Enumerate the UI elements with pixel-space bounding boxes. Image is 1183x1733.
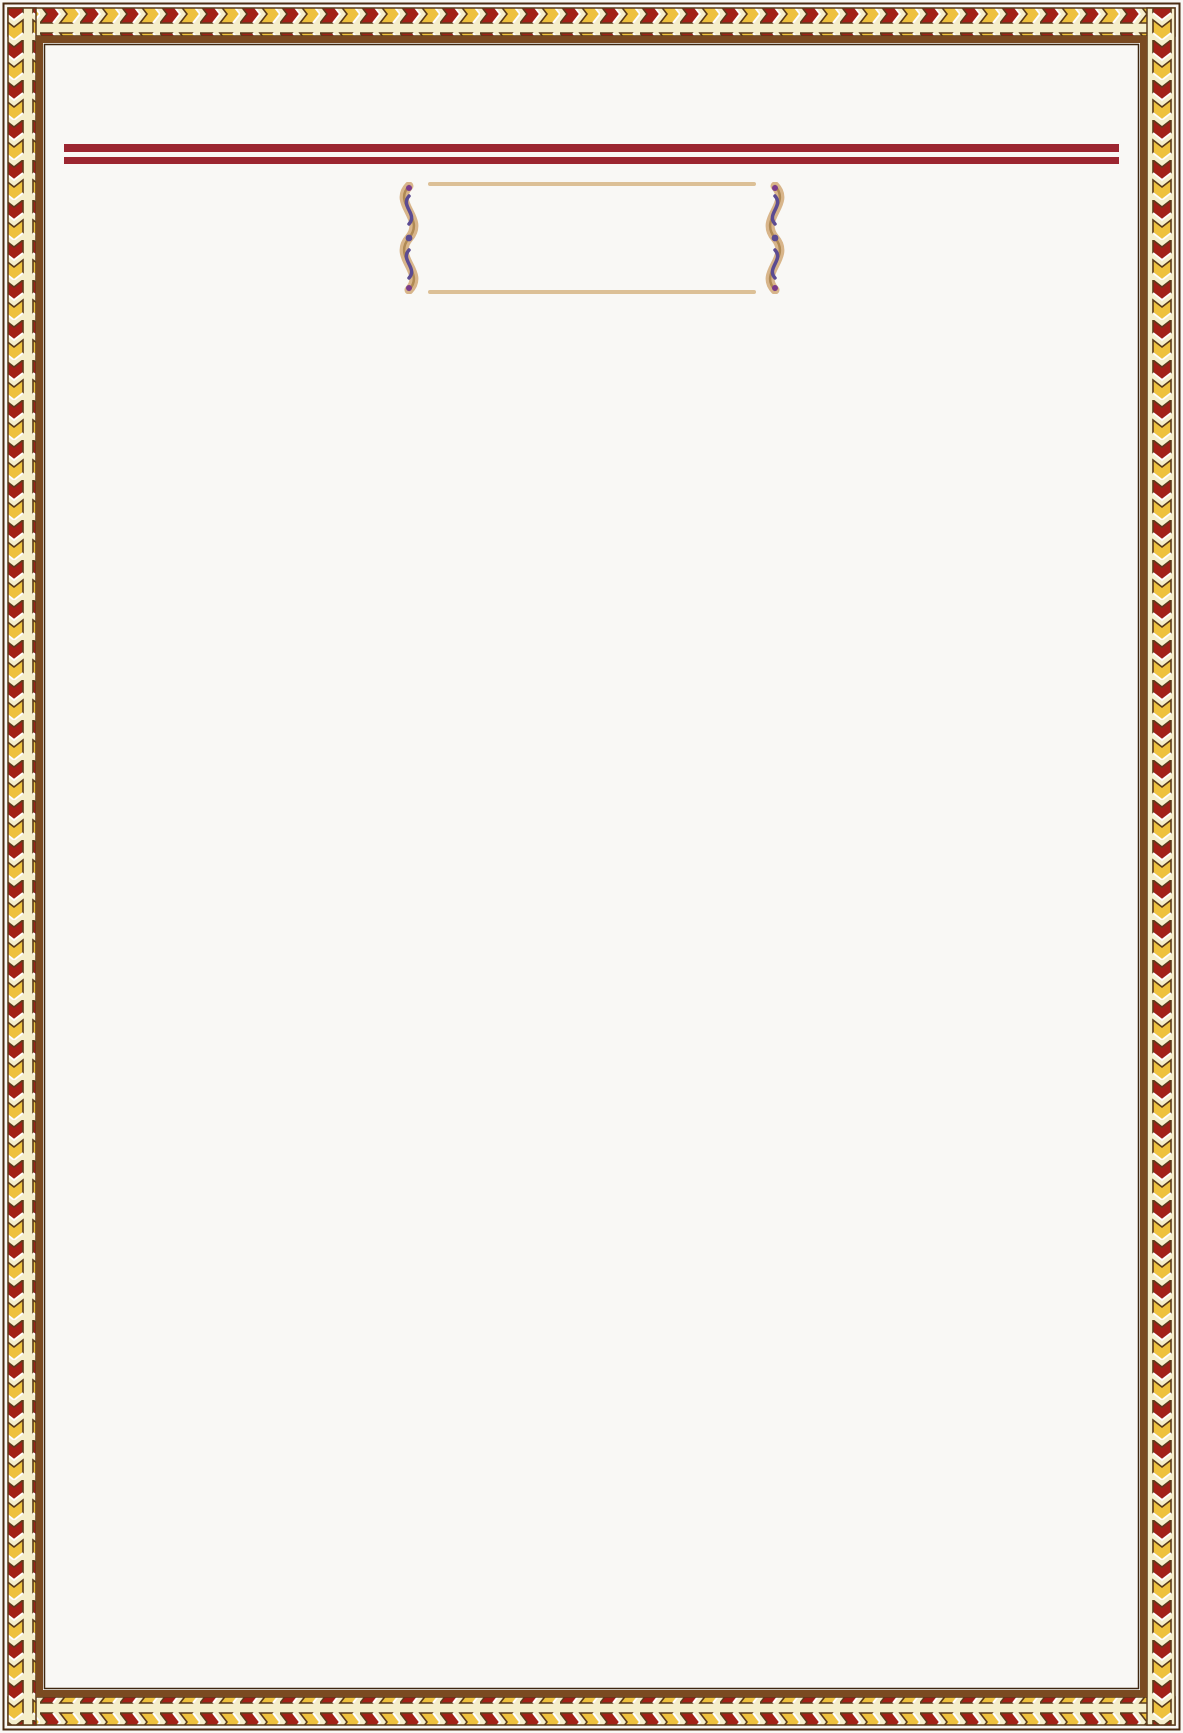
page-header [62,50,1121,140]
header-divider [64,144,1119,164]
heading-rule-top [428,182,756,186]
page-title [62,50,1121,66]
heading-ornament-icon [758,182,792,294]
heading-middle [426,182,758,294]
heading-rule-bottom [428,290,756,294]
heading-ornament-icon [392,182,426,294]
body-text [62,164,1121,294]
section-heading-box [392,182,792,294]
page-content [62,50,1121,1689]
